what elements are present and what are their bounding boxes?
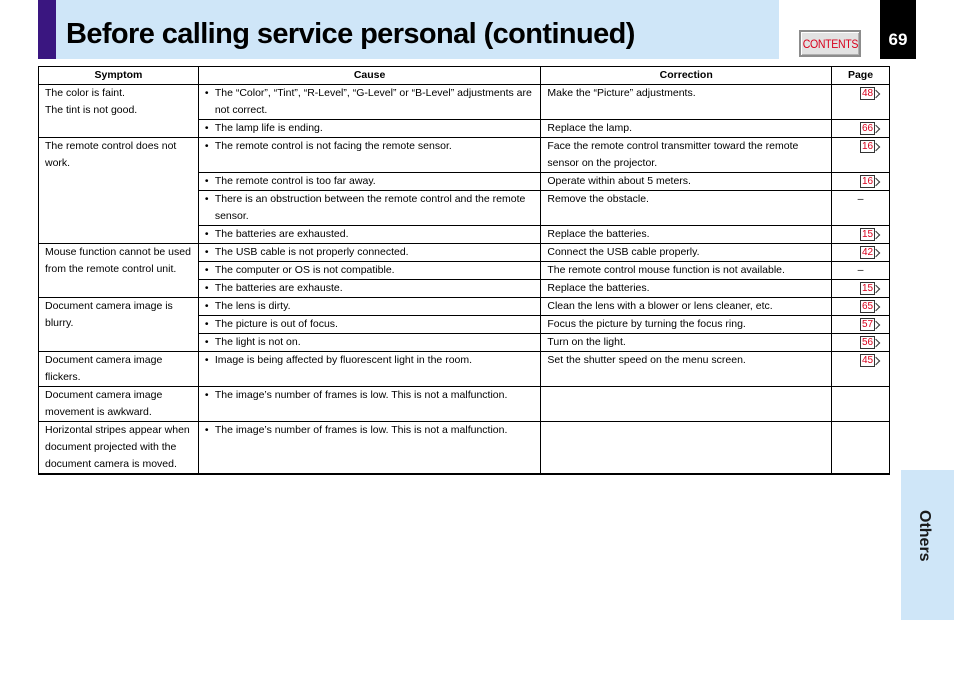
correction-cell: Replace the lamp. [541,120,832,138]
bullet-mark: • [204,140,209,152]
header-accent-bar [38,0,56,59]
cause-text: The remote control is too far away. [214,175,376,187]
header-page: Page [832,67,890,85]
correction-cell: Clean the lens with a blower or lens cleaner, etc. [541,298,832,316]
symptom-text: Horizontal stripes appear when document projected with the document camera is moved. [45,424,190,470]
page-reference-number: 42 [861,247,874,258]
correction-cell: The remote control mouse function is not available. [541,262,832,280]
cause-bullet-item [205,316,541,333]
symptom-cell [39,244,199,298]
symptom-text: Document camera image is blurry. [45,300,173,329]
cause-text: Image is being affected by fluorescent light in the room. [214,354,473,366]
table-row [39,352,890,387]
cause-bullet-item [205,298,541,315]
bullet-mark: • [204,282,209,294]
cause-cell [198,298,541,316]
cause-cell [198,85,541,120]
page-cell [832,191,890,226]
page-number: 69 [888,30,908,49]
cause-bullet-item [205,280,541,297]
page-reference-link[interactable] [860,138,879,153]
table-row [39,387,890,422]
cause-text: The lens is dirty. [214,300,291,312]
cause-bullet-item [205,244,541,261]
contents-button[interactable] [799,30,861,57]
correction-cell: Connect the USB cable properly. [541,244,832,262]
page-cell [832,226,890,244]
cause-bullet-item [205,262,541,279]
cause-cell [198,138,541,173]
symptom-cell [39,138,199,244]
bullet-mark: • [204,228,209,240]
bullet-mark: • [204,122,209,134]
page-cell [832,422,890,475]
contents-button-label: CONTENTS [802,36,858,51]
correction-cell: Set the shutter speed on the menu screen. [541,352,832,387]
correction-cell: Replace the batteries. [541,280,832,298]
cause-text: The batteries are exhausted. [214,228,349,240]
header-correction: Correction [541,67,832,85]
symptom-cell [39,422,199,475]
correction-cell: Operate within about 5 meters. [541,173,832,191]
table-row [39,85,890,120]
cause-bullet-item [205,138,541,155]
bullet-mark: • [204,264,209,276]
bullet-mark: • [204,336,209,348]
page-reference-link[interactable] [860,173,879,188]
cause-cell [198,387,541,422]
page-reference-link[interactable] [860,352,879,367]
correction-cell [541,422,832,475]
table-row [39,422,890,475]
bullet-mark: • [204,193,209,205]
cause-cell [198,280,541,298]
symptom-text: Mouse function cannot be used from the remote control unit. [45,246,191,275]
header-cause: Cause [198,67,541,85]
page-reference-number: 16 [861,141,874,152]
cause-cell [198,226,541,244]
page-reference-number: 45 [861,355,874,366]
cause-bullet-item [205,191,541,225]
page-cell [832,138,890,173]
cause-cell [198,316,541,334]
cause-bullet-item [205,173,541,190]
page-reference-link[interactable] [860,334,879,349]
cause-text: The computer or OS is not compatible. [214,264,395,276]
page-cell [832,387,890,422]
no-page-dash: – [857,193,864,205]
cause-cell [198,244,541,262]
page-reference-number: 15 [861,229,874,240]
table-row [39,298,890,316]
page-cell [832,262,890,280]
cause-text: The image’s number of frames is low. This is not a malfunction. [214,424,508,436]
symptom-text: The remote control does not work. [45,140,177,169]
symptom-cell [39,85,199,138]
page-cell [832,334,890,352]
cause-cell [198,120,541,138]
page-reference-link[interactable] [860,85,879,100]
symptom-text: The tint is not good. [45,104,138,116]
troubleshooting-table [38,66,890,475]
cause-bullet-item [205,387,541,404]
bullet-mark: • [204,318,209,330]
cause-text: The picture is out of focus. [214,318,338,330]
cause-bullet-item [205,334,541,351]
side-tab-label: Others [916,510,933,562]
symptom-cell [39,298,199,352]
page-reference-number: 15 [861,283,874,294]
symptom-text: Document camera image flickers. [45,354,163,383]
page-title: Before calling service personal (continued) [66,18,635,50]
bullet-mark: • [204,300,209,312]
page-cell [832,244,890,262]
cause-bullet-item [205,85,541,119]
cause-text: The lamp life is ending. [214,122,323,134]
table-header-row [39,67,890,85]
page-cell [832,120,890,138]
page-reference-number: 66 [861,123,874,134]
cause-bullet-item [205,120,541,137]
correction-cell: Turn on the light. [541,334,832,352]
cause-text: The image’s number of frames is low. This is not a malfunction. [214,389,508,401]
symptom-cell [39,352,199,387]
no-page-dash: – [857,264,864,276]
correction-cell: Make the “Picture” adjustments. [541,85,832,120]
correction-cell: Focus the picture by turning the focus ring. [541,316,832,334]
page-cell [832,85,890,120]
page-reference-link[interactable] [860,244,879,259]
page-cell [832,173,890,191]
correction-cell [541,387,832,422]
correction-cell: Remove the obstacle. [541,191,832,226]
cause-text: There is an obstruction between the remote control and the remote sensor. [214,193,526,222]
page-reference-number: 56 [861,337,874,348]
cause-text: The remote control is not facing the remote sensor. [214,140,452,152]
table-row [39,138,890,173]
correction-cell: Face the remote control transmitter toward the remote sensor on the projector. [541,138,832,173]
page-reference-number: 65 [861,301,874,312]
page-reference-link[interactable] [860,316,879,331]
page-reference-link[interactable] [860,226,879,241]
cause-cell [198,173,541,191]
page-reference-number: 57 [861,319,874,330]
page-cell [832,298,890,316]
bullet-mark: • [204,424,209,436]
page-cell [832,352,890,387]
page-reference-number: 16 [861,176,874,187]
bullet-mark: • [204,175,209,187]
symptom-cell [39,387,199,422]
cause-cell [198,191,541,226]
cause-cell [198,334,541,352]
table-body [39,85,890,475]
page-cell [832,316,890,334]
cause-cell [198,352,541,387]
page-reference-link[interactable] [860,298,879,313]
cause-bullet-item [205,226,541,243]
bullet-mark: • [204,354,209,366]
cause-cell [198,422,541,475]
page-reference-link[interactable] [860,280,879,295]
header-symptom: Symptom [39,67,199,85]
cause-cell [198,262,541,280]
cause-bullet-item [205,422,541,439]
bullet-mark: • [204,246,209,258]
page-cell [832,280,890,298]
page-reference-link[interactable] [860,120,879,135]
correction-cell: Replace the batteries. [541,226,832,244]
cause-text: The light is not on. [214,336,301,348]
symptom-text: The color is faint. [45,87,125,99]
cause-bullet-item [205,352,541,369]
symptom-text: Document camera image movement is awkward. [45,389,163,418]
cause-text: The USB cable is not properly connected. [214,246,409,258]
page-reference-number: 48 [861,88,874,99]
bullet-mark: • [204,87,209,99]
table-row [39,244,890,262]
bullet-mark: • [204,389,209,401]
cause-text: The “Color”, “Tint”, “R-Level”, “G-Level” or “B-Level” adjustments are not correct. [214,87,532,116]
cause-text: The batteries are exhauste. [214,282,343,294]
